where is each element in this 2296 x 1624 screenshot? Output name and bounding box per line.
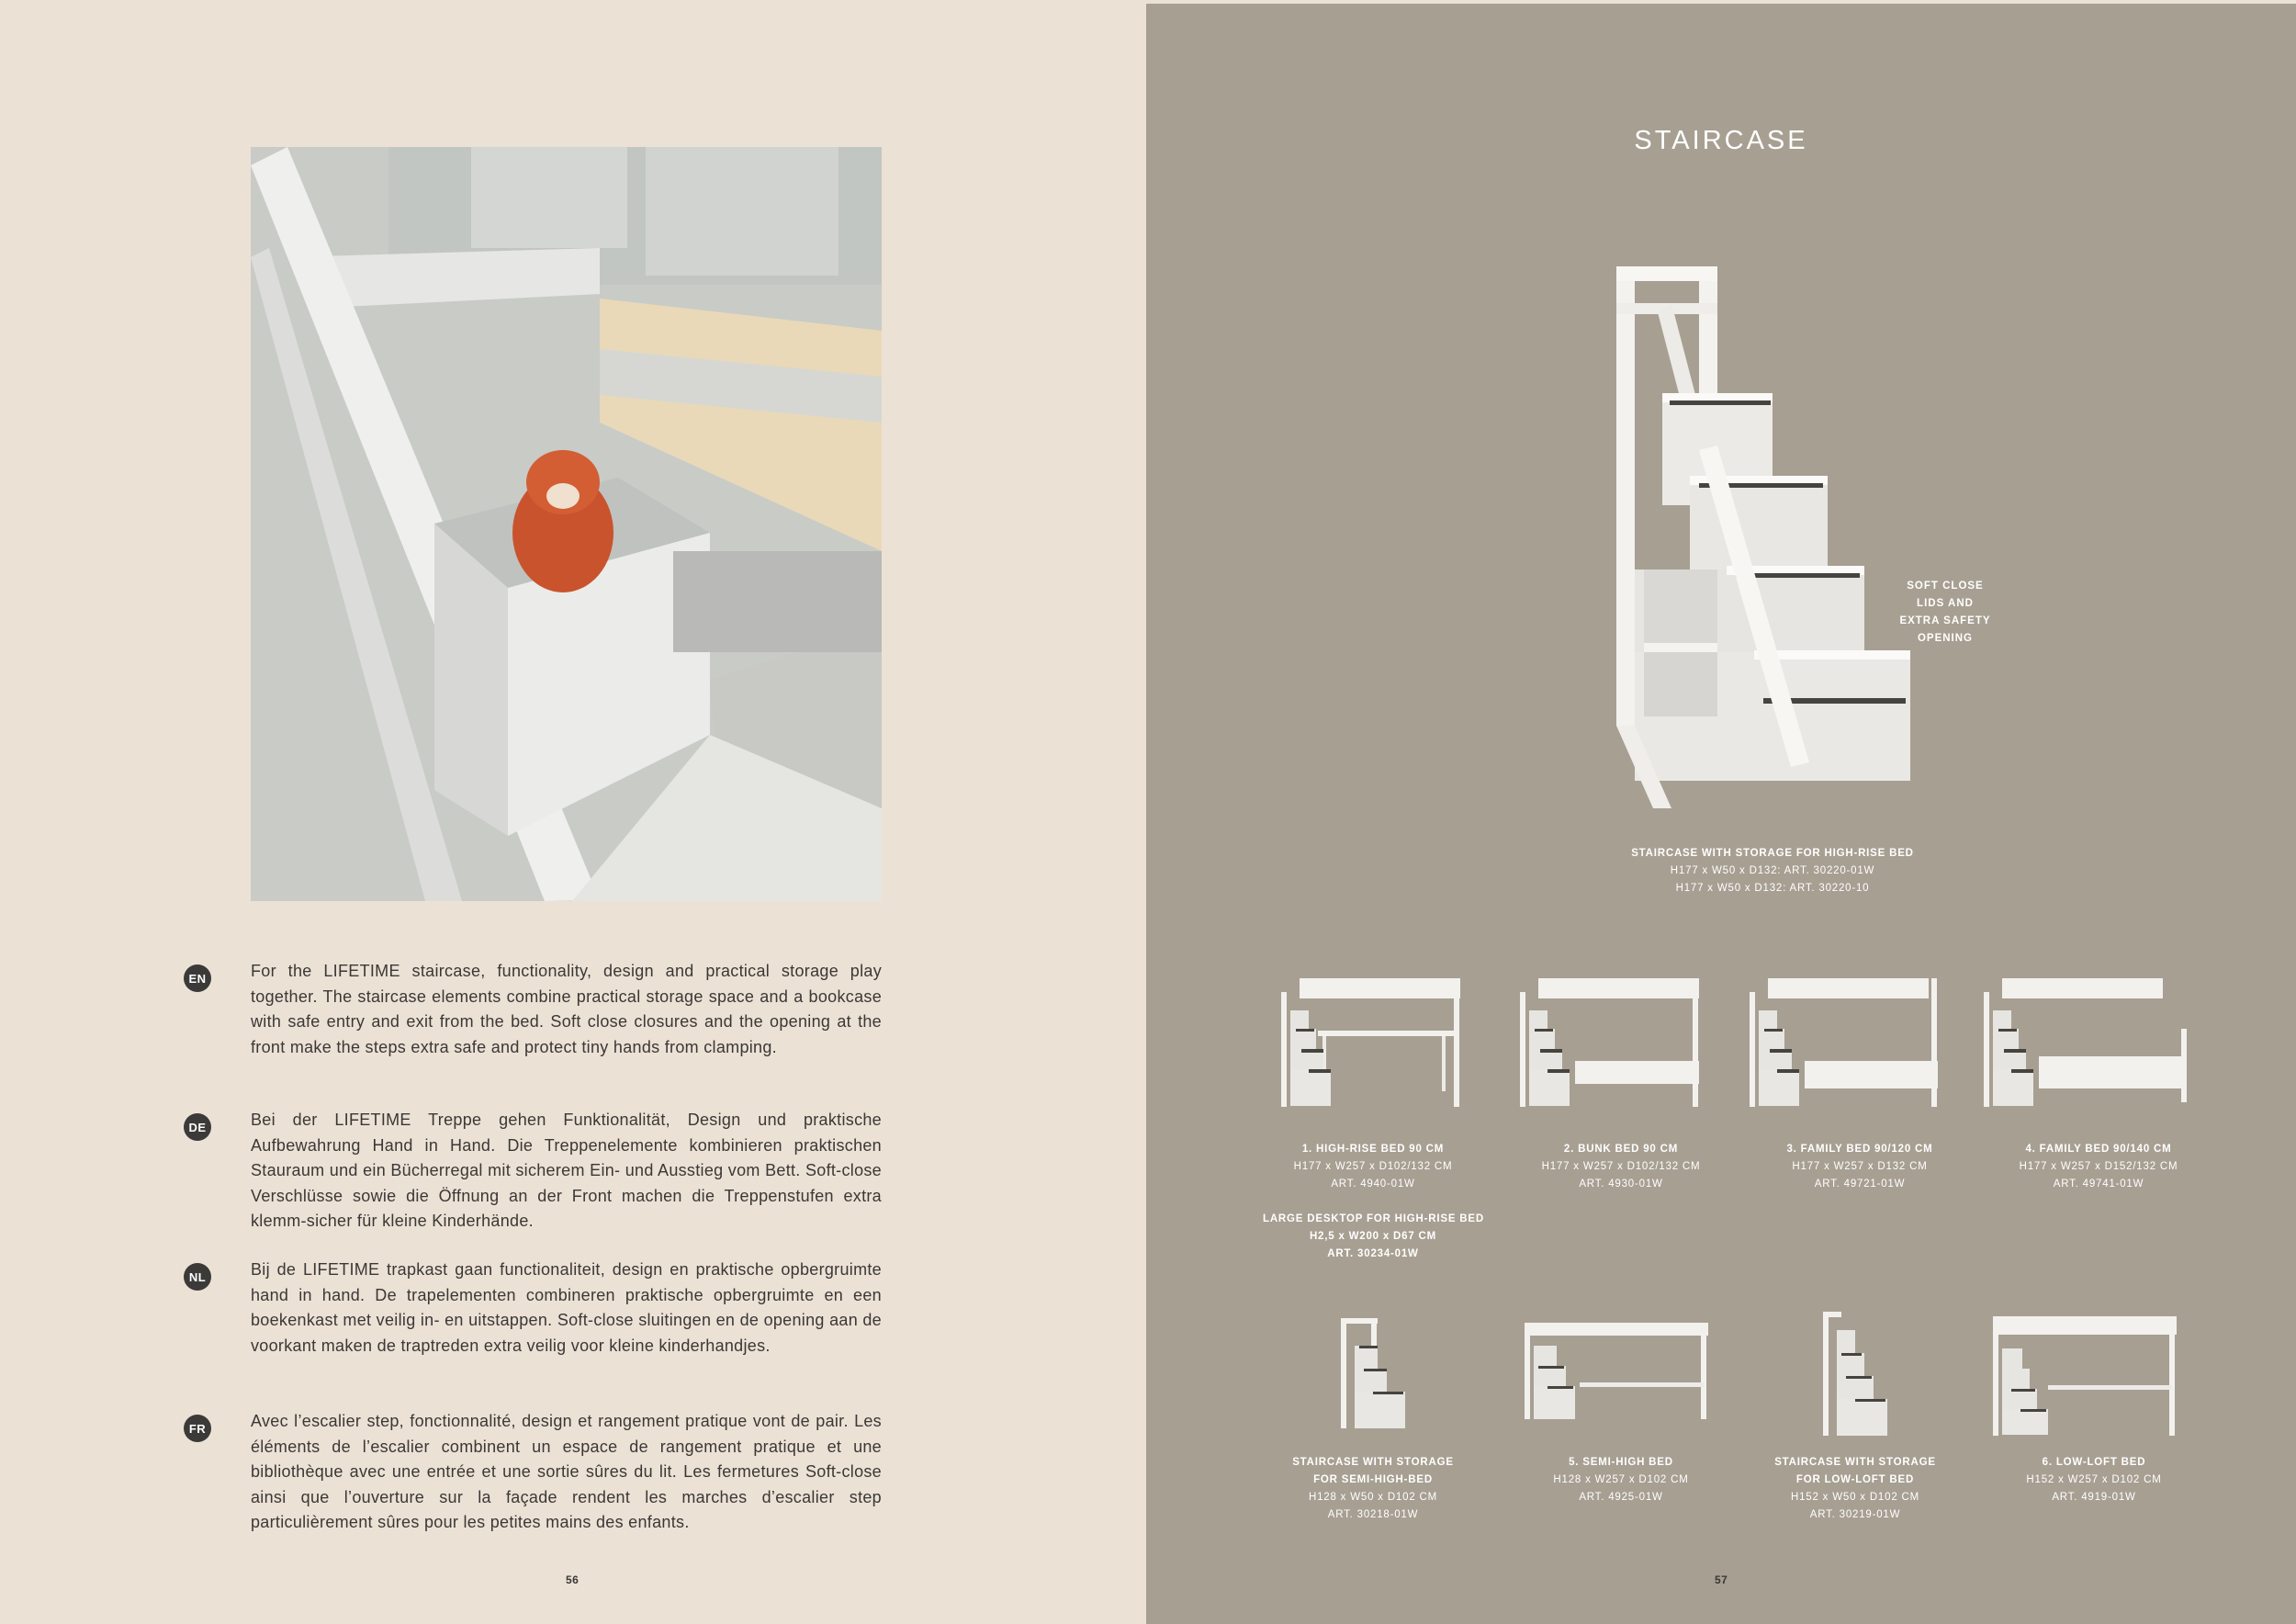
product-caption-3 xyxy=(1750,1141,1970,1193)
body-text-nl: Bij de LIFETIME trapkast gaan functionaliteit, design en praktische opbergruimte hand in hand. De trapelementen combineren praktische opbergruimte en een boekenkast met veilig in- en uitstappen. Soft-close sluitingen en de opening aan de voorkant maken de traptreden extra veilig voor kleine kinderhandjes. xyxy=(251,1260,882,1355)
product-title: STAIRCASE WITH STORAGE xyxy=(1774,1457,1936,1468)
product-title: 6. LOW-LOFT BED xyxy=(2042,1457,2146,1468)
language-badge-de: DE xyxy=(184,1113,211,1141)
product-dims: H177 x W257 x D102/132 CM xyxy=(1293,1161,1453,1172)
product-caption-4 xyxy=(1988,1141,2209,1193)
staircase-low-loft-image xyxy=(1818,1312,1892,1440)
product-title: 1. HIGH-RISE BED 90 CM xyxy=(1301,1144,1445,1155)
product-caption-8 xyxy=(1984,1454,2204,1506)
section-title: STAIRCASE xyxy=(1634,126,1808,155)
product-caption-6 xyxy=(1511,1454,1731,1506)
product-caption-7 xyxy=(1745,1454,1965,1524)
page-number-right: 57 xyxy=(1715,1573,1728,1586)
language-badge-fr: FR xyxy=(184,1415,211,1442)
product-dims: H177 x W257 x D132 CM xyxy=(1792,1161,1928,1172)
product-dims: H128 x W257 x D102 CM xyxy=(1553,1474,1689,1485)
high-rise-bed-image xyxy=(1281,974,1465,1121)
product-art: ART. 30219-01W xyxy=(1809,1509,1901,1520)
body-text-en: For the LIFETIME staircase, functionality, design and practical storage play together. The staircase elements combine practical storage space and a bookcase with safe entry and exit from the bed. Soft close closures and the opening at the front make the steps extra safe and protect tiny hands from clamping. xyxy=(251,962,882,1056)
staircase-semi-high-image xyxy=(1336,1318,1410,1433)
language-badge-en: EN xyxy=(184,964,211,992)
product-title: 5. SEMI-HIGH BED xyxy=(1569,1457,1673,1468)
product-art: ART. 4925-01W xyxy=(1579,1492,1663,1503)
callout-line: EXTRA SAFETY xyxy=(1899,615,1991,626)
semi-high-bed-image xyxy=(1525,1318,1708,1424)
product-title: STAIRCASE WITH STORAGE xyxy=(1292,1457,1454,1468)
product-title: 4. FAMILY BED 90/140 CM xyxy=(2025,1144,2172,1155)
product-dims: H177 x W257 x D152/132 CM xyxy=(2019,1161,2178,1172)
product-dims: H128 x W50 x D102 CM xyxy=(1309,1492,1437,1503)
desktop-title: LARGE DESKTOP FOR HIGH-RISE BED xyxy=(1263,1213,1484,1224)
product-dims: H152 x W50 x D102 CM xyxy=(1791,1492,1919,1503)
callout-line: LIDS AND xyxy=(1917,598,1974,609)
product-title: 3. FAMILY BED 90/120 CM xyxy=(1786,1144,1933,1155)
product-art: ART. 4919-01W xyxy=(2052,1492,2136,1503)
product-caption-5 xyxy=(1263,1454,1483,1524)
product-art: ART. 4930-01W xyxy=(1579,1179,1663,1190)
family-bed-90-140-image xyxy=(1984,974,2190,1121)
family-bed-90-120-image xyxy=(1750,974,1942,1121)
main-caption-line: H177 x W50 x D132: ART. 30220-10 xyxy=(1675,883,1870,894)
language-badge-nl: NL xyxy=(184,1263,211,1291)
main-caption-title: STAIRCASE WITH STORAGE FOR HIGH-RISE BED xyxy=(1631,848,1914,859)
callout-line: SOFT CLOSE xyxy=(1907,581,1984,592)
product-title: 2. BUNK BED 90 CM xyxy=(1563,1144,1679,1155)
body-text-de: Bei der LIFETIME Treppe gehen Funktionalität, Design und praktische Aufbewahrung Hand in Hand. Die Treppenelemente kombinieren praktischen Stauraum und ein Bücherregal mit sicherem Ein- und Ausstieg vom Bett. Soft-close Verschlüsse sowie die Öffnung an der Front machen die Treppenstufen extra klemm-sicher für kleine Kinderhände. xyxy=(251,1111,882,1230)
product-dims: H152 x W257 x D102 CM xyxy=(2026,1474,2162,1485)
desktop-dims: H2,5 x W200 x D67 CM xyxy=(1309,1231,1437,1242)
desktop-art: ART. 30234-01W xyxy=(1327,1248,1419,1259)
product-art: ART. 4940-01W xyxy=(1331,1179,1415,1190)
product-dims: H177 x W257 x D102/132 CM xyxy=(1541,1161,1701,1172)
product-title: FOR LOW-LOFT BED xyxy=(1795,1474,1915,1485)
callout-line: OPENING xyxy=(1917,633,1974,644)
product-caption-1 xyxy=(1263,1141,1483,1193)
soft-close-callout xyxy=(1890,578,2000,648)
staircase-product-image xyxy=(1616,266,1910,808)
product-art: ART. 30218-01W xyxy=(1327,1509,1419,1520)
product-caption-2 xyxy=(1511,1141,1731,1193)
low-loft-bed-image xyxy=(1993,1312,2177,1440)
main-caption-line: H177 x W50 x D132: ART. 30220-01W xyxy=(1670,865,1875,876)
body-text-fr: Avec l’escalier step, fonctionnalité, design et rangement pratique vont de pair. Les éléments de l’escalier combinent un espace de rangement pratique et une bibliothèque avec une entrée et une sortie sûres du lit. Les fermetures Soft-close ainsi que l’ouverture sur la façade rendent les marches d’escalier step particulièrement sûres pour les petites mains des enfants. xyxy=(251,1412,882,1531)
left-page xyxy=(0,0,1146,1624)
bunk-bed-image xyxy=(1520,974,1704,1121)
page-number-left: 56 xyxy=(566,1573,580,1586)
product-art: ART. 49721-01W xyxy=(1814,1179,1906,1190)
product-art: ART. 49741-01W xyxy=(2053,1179,2144,1190)
staircase-photo xyxy=(251,147,882,901)
product-title: FOR SEMI-HIGH-BED xyxy=(1313,1474,1433,1485)
desktop-caption xyxy=(1263,1211,1483,1263)
main-product-caption xyxy=(1561,845,1984,897)
